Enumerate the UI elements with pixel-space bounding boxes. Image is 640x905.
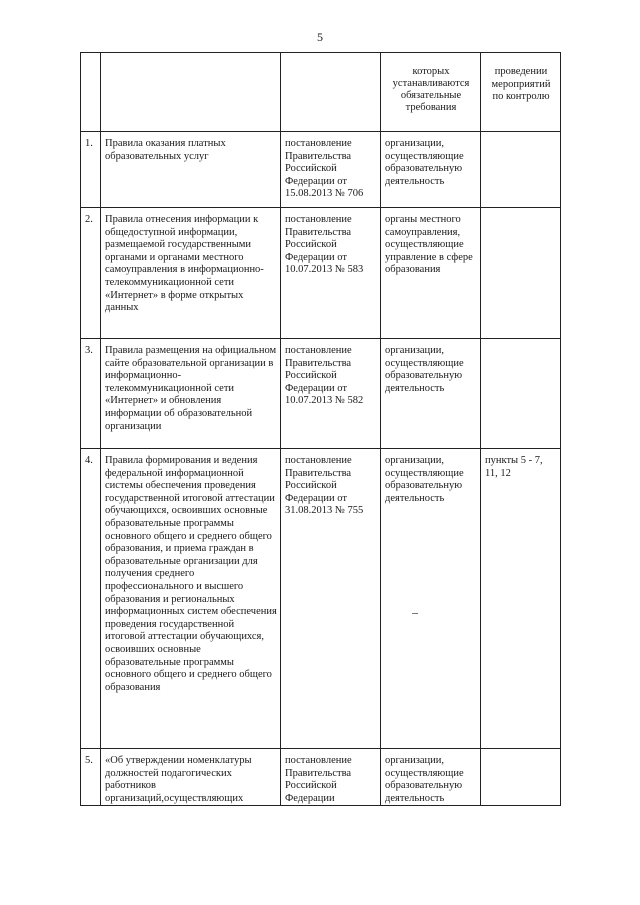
header-name-cell — [101, 53, 281, 132]
header-num-cell — [81, 53, 101, 132]
row-name: «Об утверждении номенклатуры должностей подагогических работников организаций,осуществляющих — [101, 749, 281, 806]
row-name: Правила формирования и ведения федеральной информационной системы обеспечения проведения государственной итоговой аттестации обучающихся, освоивших основные образовательные программы основного общего и среднего общего образования, и приема граждан в образовательные организации для получения среднего профессионального и высшего образования и региональных информационных систем обеспечения проведения государственной итоговой аттестации обучающихся, освоивших основные образовательные программы основного общего и среднего общего образования — [101, 449, 281, 749]
table-row — [81, 449, 561, 749]
header-act-cell — [281, 53, 381, 132]
header-who-cell: которых устанавливаются обязательные требования — [381, 53, 481, 132]
row-items — [481, 339, 561, 449]
row-number: 1. — [81, 132, 101, 208]
page-number: 5 — [317, 30, 323, 44]
row-number: 4. — [81, 449, 101, 749]
row-act: постановление Правительства Российской Федерации от 10.07.2013 № 583 — [281, 208, 381, 339]
table-row — [81, 749, 561, 806]
table-row — [81, 208, 561, 339]
row-act: постановление Правительства Российской Федерации от 10.07.2013 № 582 — [281, 339, 381, 449]
row-who: организации, осуществляющие образовательную деятельность — [381, 749, 481, 806]
scan-mark — [412, 613, 418, 614]
row-name: Правила размещения на официальном сайте образовательной организации в информационно-телекоммуникационной сети «Интернет» и обновления информации об образовательной организации — [101, 339, 281, 449]
row-name: Правила оказания платных образовательных услуг — [101, 132, 281, 208]
row-who: органы местного самоуправления, осуществляющие управление в сфере образования — [381, 208, 481, 339]
row-who: организации, осуществляющие образовательную деятельность — [381, 339, 481, 449]
header-items-cell: проведении мероприятий по контролю — [481, 53, 561, 132]
row-who: организации, осуществляющие образовательную деятельность — [381, 449, 481, 749]
row-act: постановление Правительства Российской Федерации от 31.08.2013 № 755 — [281, 449, 381, 749]
row-act: постановление Правительства Российской Федерации — [281, 749, 381, 806]
row-items — [481, 132, 561, 208]
table-header-row — [81, 53, 561, 132]
row-items: пункты 5 - 7, 11, 12 — [481, 449, 561, 749]
table-row — [81, 339, 561, 449]
requirements-table — [80, 52, 561, 806]
row-name: Правила отнесения информации к общедоступной информации, размещаемой государственными органами и органами местного самоуправления в информационно-телекоммуникационной сети «Интернет» в форме открытых данных — [101, 208, 281, 339]
row-number: 3. — [81, 339, 101, 449]
row-items — [481, 208, 561, 339]
row-who: организации, осуществляющие образовательную деятельность — [381, 132, 481, 208]
row-number: 2. — [81, 208, 101, 339]
row-items — [481, 749, 561, 806]
row-act: постановление Правительства Российской Федерации от 15.08.2013 № 706 — [281, 132, 381, 208]
table-row — [81, 132, 561, 208]
row-number: 5. — [81, 749, 101, 806]
